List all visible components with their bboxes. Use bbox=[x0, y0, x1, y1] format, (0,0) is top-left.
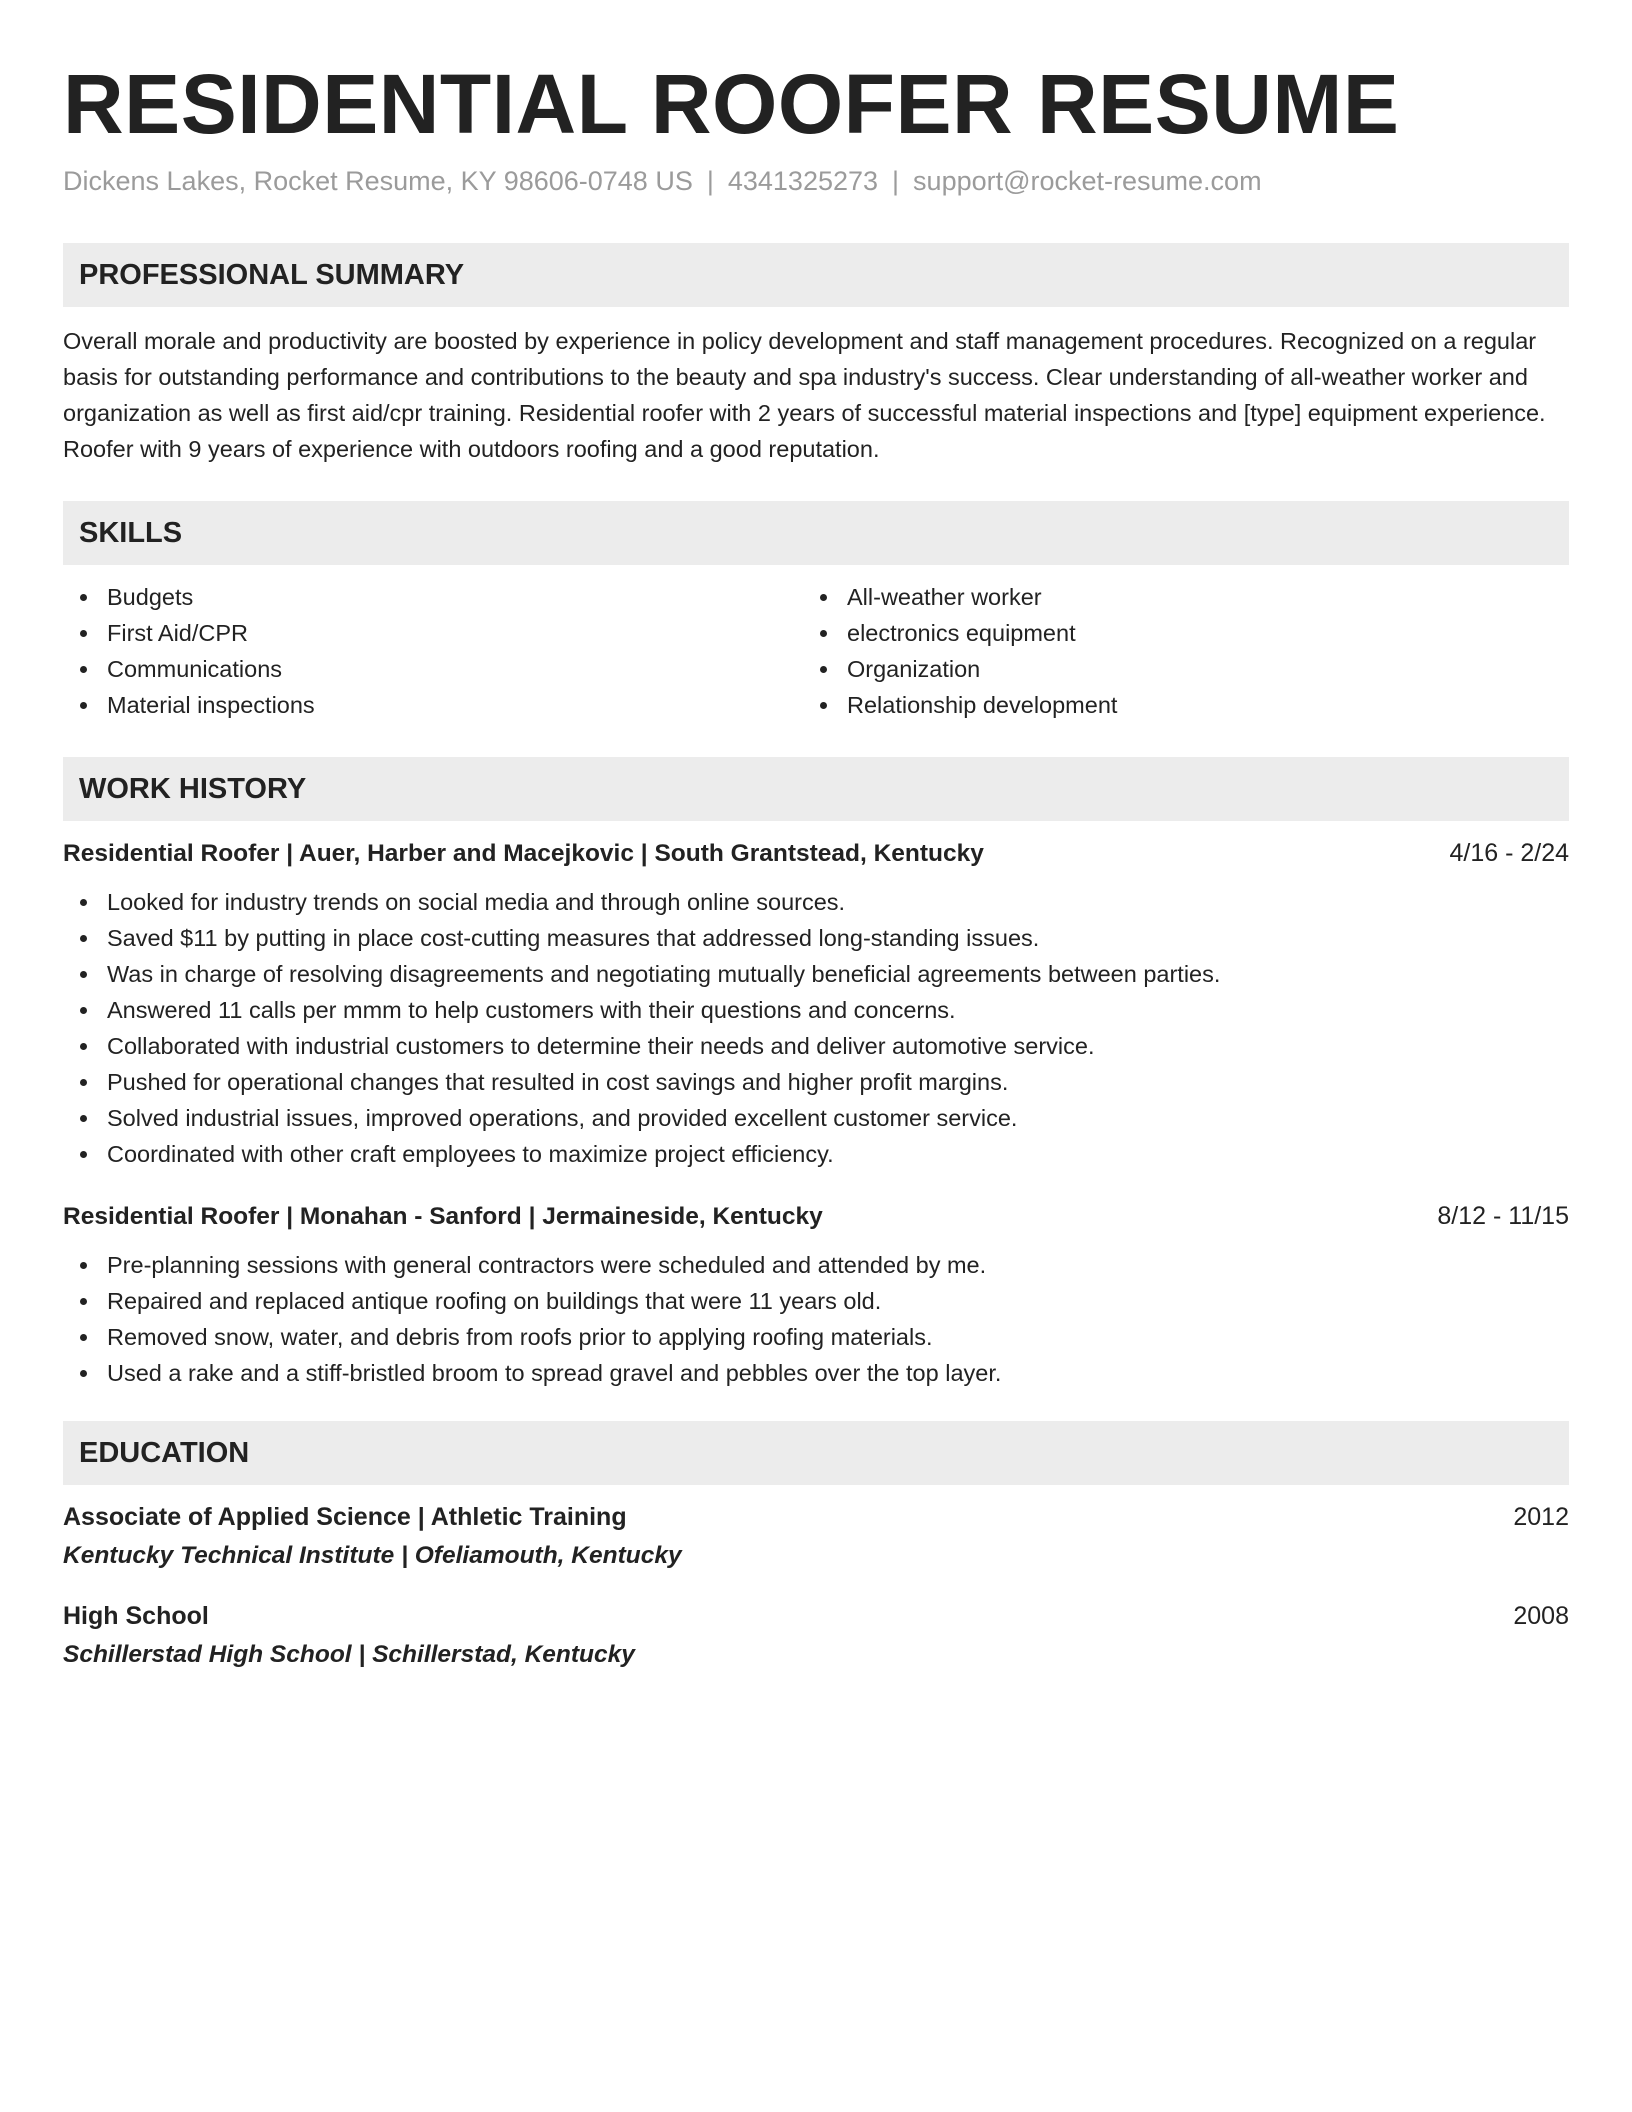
job-bullet: Used a rake and a stiff-bristled broom to spread gravel and pebbles over the top layer. bbox=[63, 1355, 1569, 1391]
skill-item: Relationship development bbox=[803, 687, 1543, 723]
skills-left-column bbox=[63, 579, 803, 723]
education-heading: EDUCATION bbox=[79, 1436, 250, 1469]
skill-item: Budgets bbox=[63, 579, 803, 615]
education-degree: Associate of Applied Science | Athletic Training bbox=[63, 1503, 627, 1532]
skill-item: Organization bbox=[803, 651, 1543, 687]
job-bullet: Saved $11 by putting in place cost-cutting measures that addressed long-standing issues. bbox=[63, 920, 1569, 956]
contact-separator: | bbox=[892, 166, 900, 197]
job-bullet: Solved industrial issues, improved operations, and provided excellent customer service. bbox=[63, 1100, 1569, 1136]
education-section-header bbox=[63, 1421, 1569, 1485]
skill-item: Material inspections bbox=[63, 687, 803, 723]
education-entry bbox=[63, 1602, 1569, 1669]
work-heading: WORK HISTORY bbox=[79, 772, 307, 805]
contact-address: Dickens Lakes, Rocket Resume, KY 98606-0748 US bbox=[63, 166, 693, 197]
education-degree: High School bbox=[63, 1602, 209, 1631]
contact-separator: | bbox=[706, 166, 714, 197]
resume-title: RESIDENTIAL ROOFER RESUME bbox=[63, 57, 1400, 151]
job-entry bbox=[63, 1202, 1569, 1391]
job-bullet: Looked for industry trends on social media and through online sources. bbox=[63, 884, 1569, 920]
job-bullet: Removed snow, water, and debris from roofs prior to applying roofing materials. bbox=[63, 1319, 1569, 1355]
job-header bbox=[63, 839, 1569, 868]
job-bullet: Repaired and replaced antique roofing on buildings that were 11 years old. bbox=[63, 1283, 1569, 1319]
education-header bbox=[63, 1602, 1569, 1631]
skills-right-column bbox=[803, 579, 1543, 723]
skill-item: Communications bbox=[63, 651, 803, 687]
contact-line bbox=[63, 166, 1569, 197]
education-year: 2012 bbox=[1513, 1503, 1569, 1532]
job-bullet: Was in charge of resolving disagreements and negotiating mutually beneficial agreements between parties. bbox=[63, 956, 1569, 992]
education-school: Schillerstad High School | Schillerstad, Kentucky bbox=[63, 1641, 635, 1669]
work-section-header bbox=[63, 757, 1569, 821]
contact-email[interactable]: support@rocket-resume.com bbox=[913, 166, 1262, 197]
education-year: 2008 bbox=[1513, 1602, 1569, 1631]
job-bullet: Pushed for operational changes that resulted in cost savings and higher profit margins. bbox=[63, 1064, 1569, 1100]
job-dates: 4/16 - 2/24 bbox=[1449, 839, 1569, 868]
skill-item: electronics equipment bbox=[803, 615, 1543, 651]
job-bullet: Answered 11 calls per mmm to help customers with their questions and concerns. bbox=[63, 992, 1569, 1028]
summary-text: Overall morale and productivity are boosted by experience in policy development and staff management procedures. Recognized on a regular basis for outstanding performance and contributions to the beauty and spa industry's success. Clear understanding of all-weather worker and organization as well as first aid/cpr training. Residential roofer with 2 years of successful material inspections and [type] equipment experience. Roofer with 9 years of experience with outdoors roofing and a good reputation. bbox=[63, 328, 1546, 463]
skills-heading: SKILLS bbox=[79, 516, 183, 549]
education-entry bbox=[63, 1503, 1569, 1570]
education-school: Kentucky Technical Institute | Ofeliamouth, Kentucky bbox=[63, 1542, 682, 1570]
summary-heading: PROFESSIONAL SUMMARY bbox=[79, 258, 465, 291]
job-bullet: Collaborated with industrial customers to determine their needs and deliver automotive service. bbox=[63, 1028, 1569, 1064]
job-bullets bbox=[63, 1247, 1569, 1391]
job-title: Residential Roofer | Auer, Harber and Macejkovic | South Grantstead, Kentucky bbox=[63, 840, 984, 868]
skills-grid bbox=[63, 579, 1569, 723]
job-title: Residential Roofer | Monahan - Sanford | Jermaineside, Kentucky bbox=[63, 1203, 823, 1231]
summary-section-header bbox=[63, 243, 1569, 307]
job-bullet: Coordinated with other craft employees to maximize project efficiency. bbox=[63, 1136, 1569, 1172]
education-header bbox=[63, 1503, 1569, 1532]
job-bullet: Pre-planning sessions with general contractors were scheduled and attended by me. bbox=[63, 1247, 1569, 1283]
contact-phone[interactable]: 4341325273 bbox=[727, 166, 879, 197]
skill-item: All-weather worker bbox=[803, 579, 1543, 615]
job-dates: 8/12 - 11/15 bbox=[1437, 1202, 1569, 1231]
job-header bbox=[63, 1202, 1569, 1231]
skills-section-header bbox=[63, 501, 1569, 565]
job-entry bbox=[63, 839, 1569, 1172]
job-bullets bbox=[63, 884, 1569, 1172]
skill-item: First Aid/CPR bbox=[63, 615, 803, 651]
